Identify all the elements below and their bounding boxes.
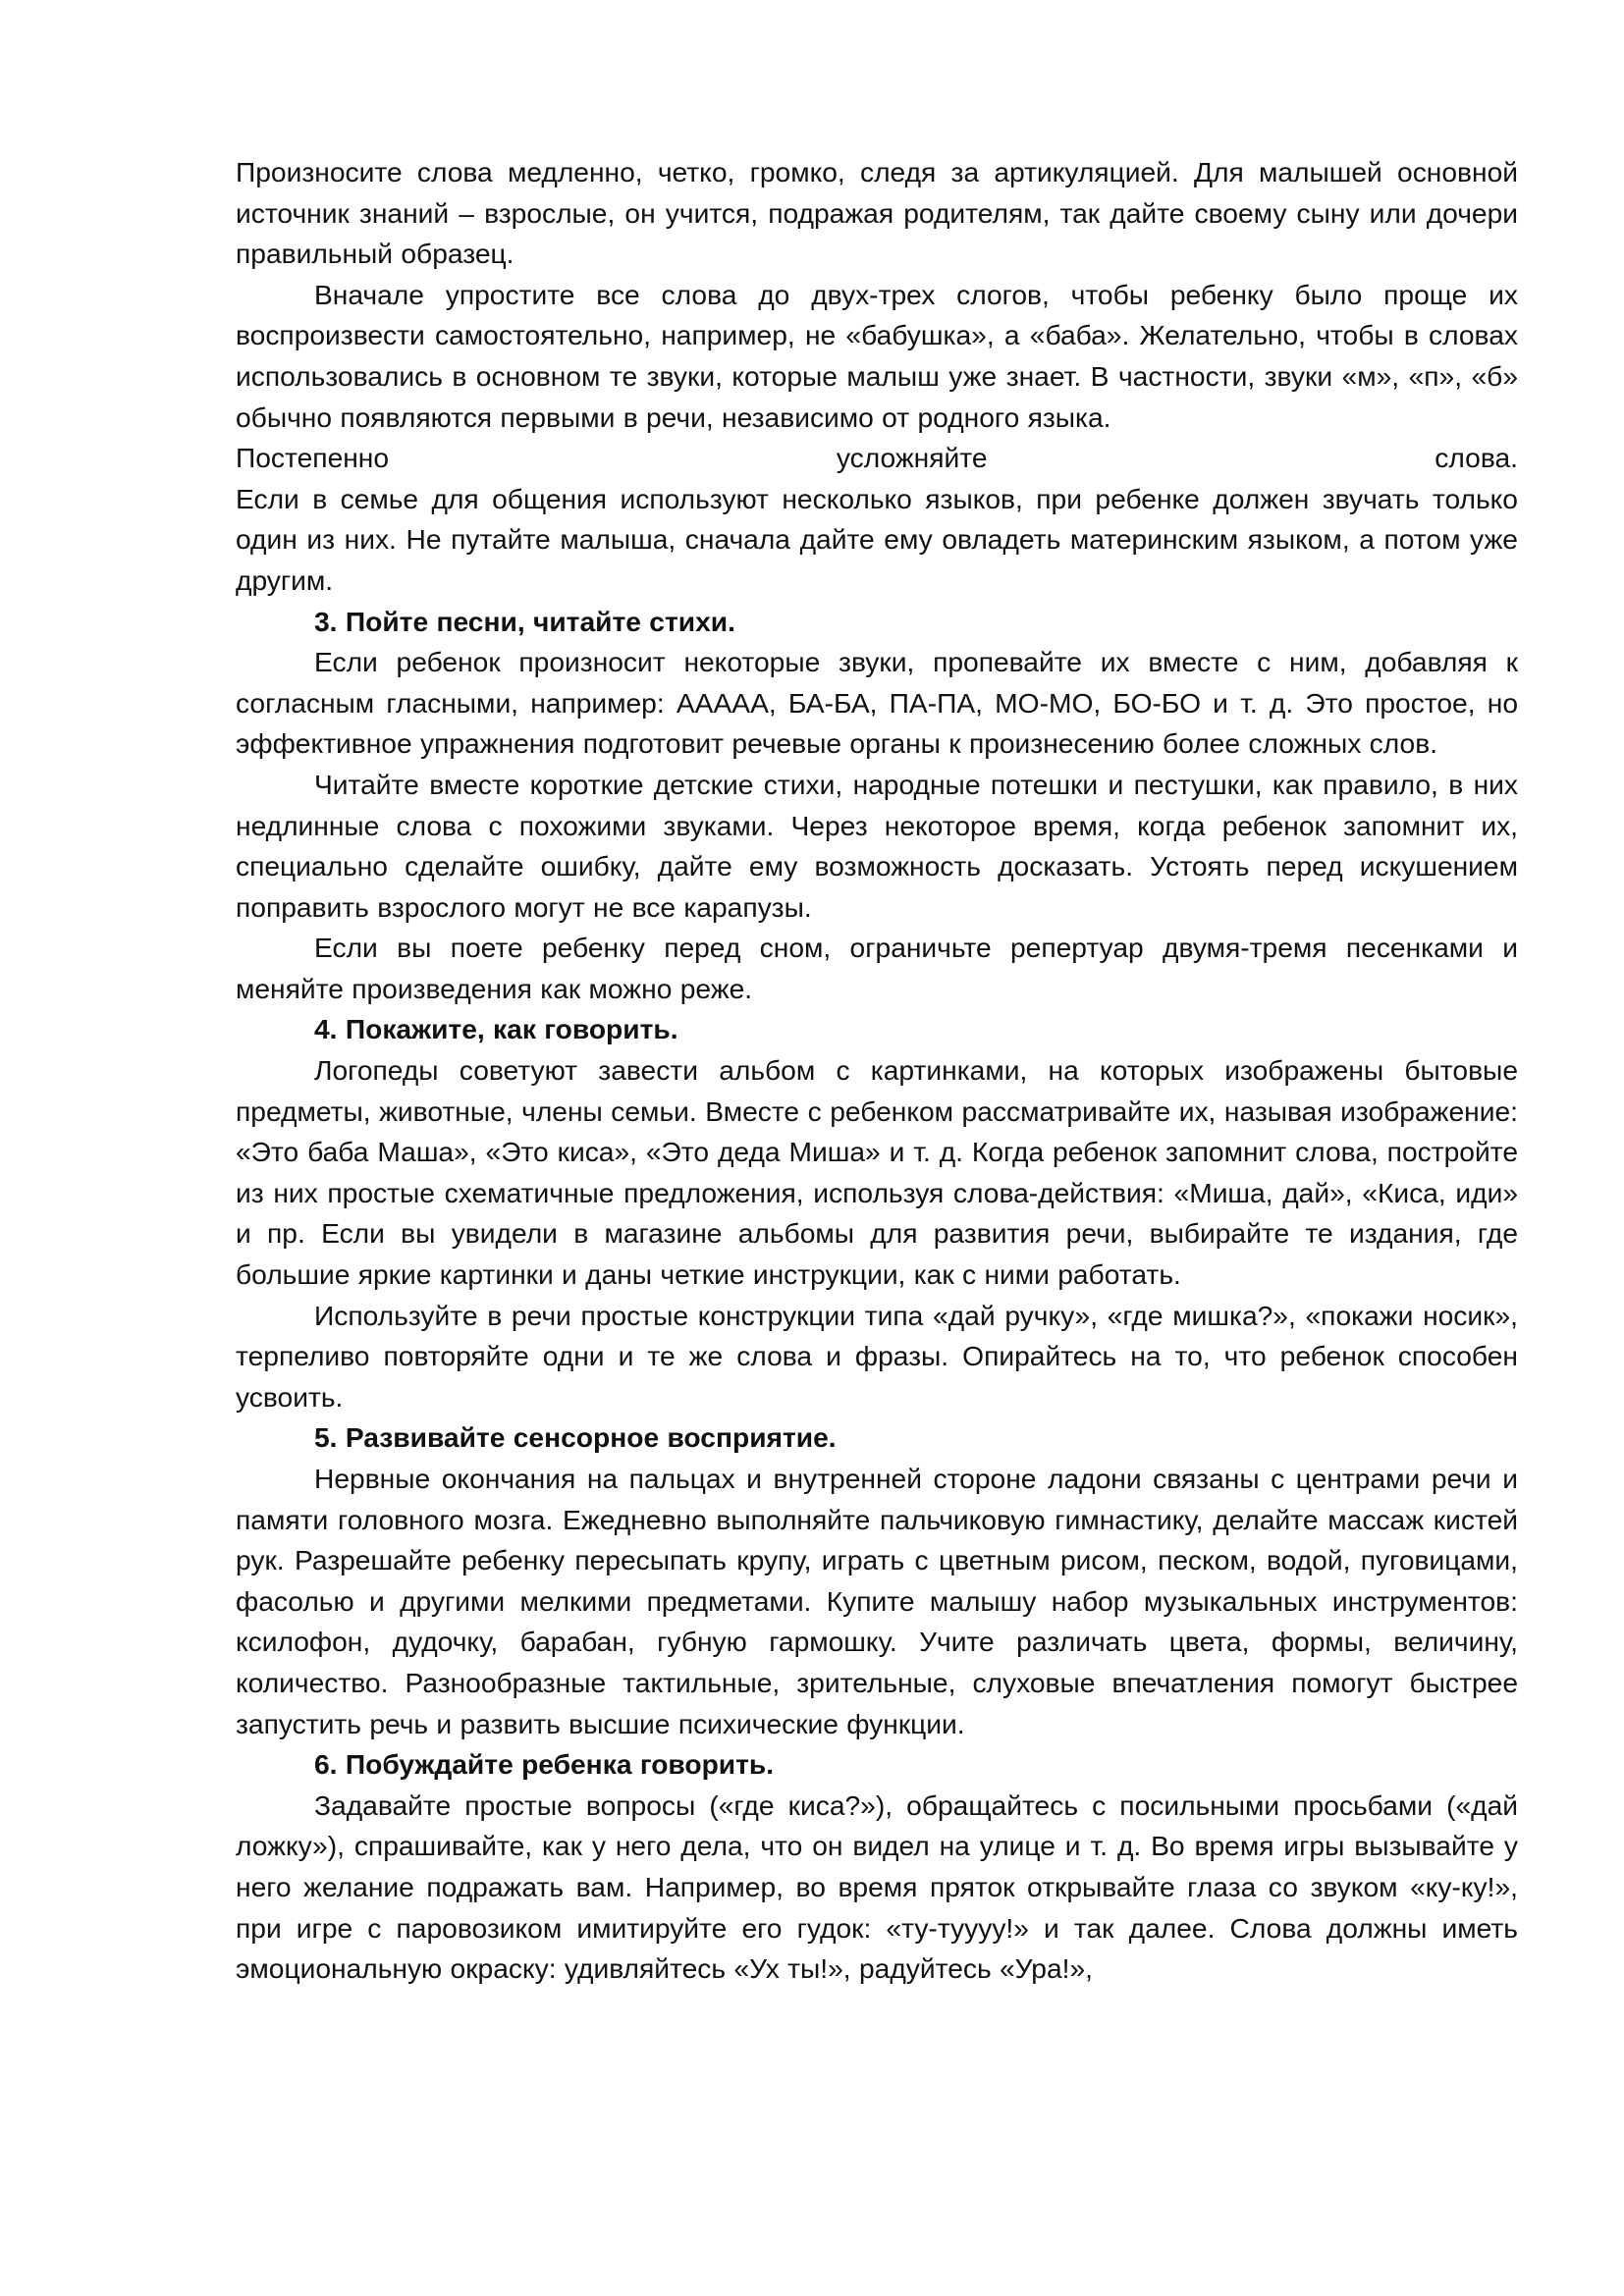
paragraph-bedtime-songs: Если вы поете ребенку перед сном, ограничьте репертуар двумя-тремя песенками и меняйте произведения как можно реже. — [236, 932, 1518, 1004]
word-complicate: усложняйте — [836, 442, 988, 474]
heading-sing-songs: 3. Пойте песни, читайте стихи. — [314, 605, 735, 637]
paragraph-gradually-line — [236, 438, 1518, 479]
paragraph-articulation: Произносите слова медленно, четко, громко, следя за артикуляцией. Для малышей основной источник знаний – взрослые, он учится, подражая родителям, так дайте своему сыну или дочери правильный образец. — [236, 156, 1518, 270]
paragraph-ask-questions: Задавайте простые вопросы («где киса?»), обращайтесь с посильными просьбами («дай ложку»), спрашивайте, как у него дела, что он видел на улице и т. д. Во время игры вызывайте у него желание подражать вам. Например, во время пряток открывайте глаза со звуком «ку-ку!», при игре с паровозиком имитируйте его гудок: «ту-туууу!» и так далее. Слова должны иметь эмоциональную окраску: удивляйтесь «Ух ты!», радуйтесь «Ура!», — [236, 1789, 1518, 1985]
word-words: слова. — [1435, 442, 1518, 474]
document-page — [236, 152, 1518, 1990]
heading-sensory-perception: 5. Развивайте сенсорное восприятие. — [314, 1421, 837, 1454]
paragraph-simplify-words: Вначале упростите все слова до двух-трех слогов, чтобы ребенку было проще их воспроизвести самостоятельно, например, не «бабушка», а «баба». Желательно, чтобы в словах использовались в основном те звуки, которые малыш уже знает. В частности, звуки «м», «п», «б» обычно появляются первыми в речи, независимо от родного языка. — [236, 278, 1518, 433]
paragraph-read-poems: Читайте вместе короткие детские стихи, народные потешки и пестушки, как правило, в них недлинные слова с похожими звуками. Через некоторое время, когда ребенок запомнит их, специально сделайте ошибку, дайте ему возможность досказать. Устоять перед искушением поправить взрослого могут не все карапузы. — [236, 768, 1518, 923]
paragraph-languages: Если в семье для общения используют несколько языков, при ребенке должен звучать только один из них. Не путайте малыша, сначала дайте ему овладеть материнским языком, а потом уже другим. — [236, 482, 1518, 596]
word-gradually: Постепенно — [236, 442, 390, 474]
heading-encourage-speaking: 6. Побуждайте ребенка говорить. — [314, 1748, 775, 1781]
paragraph-simple-constructions: Используйте в речи простые конструкции типа «дай ручку», «где мишка?», «покажи носик», терпеливо повторяйте одни и те же слова и фразы. Опирайтесь на то, что ребенок способен усвоить. — [236, 1299, 1518, 1413]
paragraph-finger-gymnastics: Нервные окончания на пальцах и внутренней стороне ладони связаны с центрами речи и памяти головного мозга. Ежедневно выполняйте пальчиковую гимнастику, делайте массаж кистей рук. Разрешайте ребенку пересыпать крупу, играть с цветным рисом, песком, водой, пуговицами, фасолью и другими мелкими предметами. Купите малышу набор музыкальных инструментов: ксилофон, дудочку, барабан, губную гармошку. Учите различать цвета, формы, величину, количество. Разнообразные тактильные, зрительные, слуховые впечатления помогут быстрее запустить речь и развить высшие психические функции. — [236, 1463, 1518, 1739]
heading-show-how-to-speak: 4. Покажите, как говорить. — [314, 1013, 678, 1045]
paragraph-picture-album: Логопеды советуют завести альбом с картинками, на которых изображены бытовые предметы, животные, члены семьи. Вместе с ребенком рассматривайте их, называя изображение: «Это баба Маша», «Это киса», «Это деда Миша» и т. д. Когда ребенок запомнит слова, постройте из них простые схематичные предложения, используя слова-действия: «Миша, дай», «Киса, иди» и пр. Если вы увидели в магазине альбомы для развития речи, выбирайте те издания, где большие яркие картинки и даны четкие инструкции, как с ними работать. — [236, 1054, 1518, 1291]
paragraph-sing-sounds: Если ребенок произносит некоторые звуки, пропевайте их вместе с ним, добавляя к согласным гласными, например: ААААА, БА-БА, ПА-ПА, МО-МО, БО-БО и т. д. Это простое, но эффективное упражнения подготовит речевые органы к произнесению более сложных слов. — [236, 646, 1518, 760]
